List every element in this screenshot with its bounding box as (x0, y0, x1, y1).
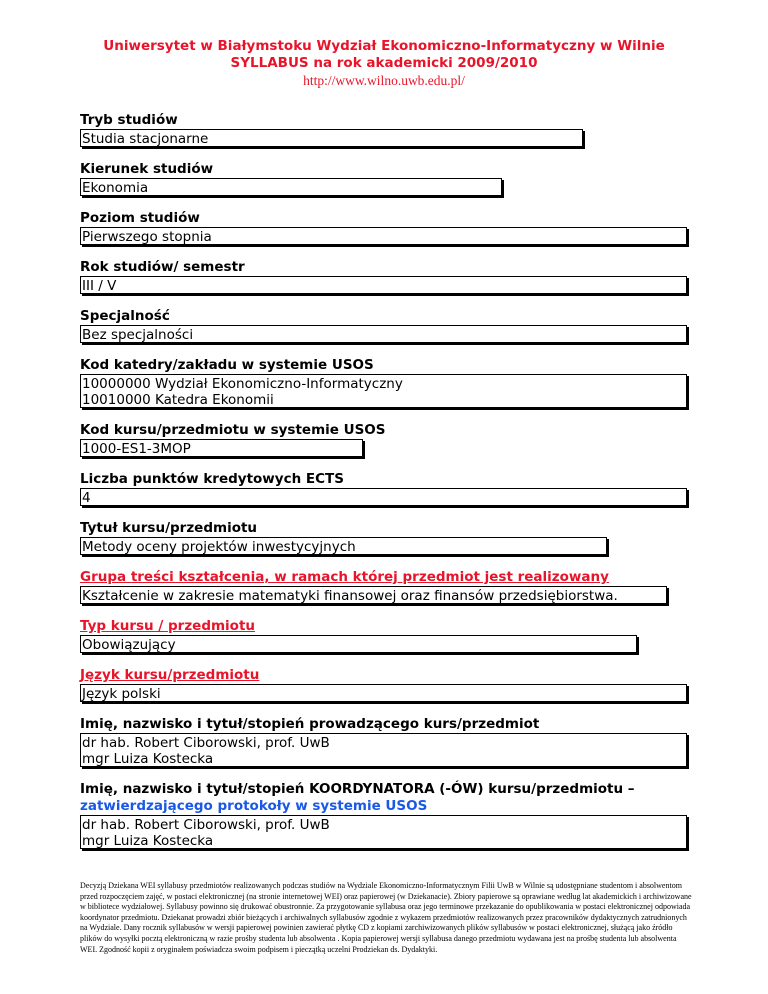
section-kod-kursu (80, 422, 700, 457)
field-value-box (80, 733, 687, 767)
syllabus-form (80, 112, 700, 863)
field-label: Tryb studiów (80, 112, 178, 128)
section-tytul (80, 520, 700, 555)
field-value-box (80, 684, 687, 702)
field-value-box (80, 276, 687, 294)
section-koordynator (80, 781, 700, 849)
field-value: Ekonomia (82, 180, 149, 196)
university-title: Uniwersytet w Białymstoku Wydział Ekonomiczno-Informatyczny w Wilnie (103, 38, 665, 54)
field-value-box (80, 374, 687, 408)
footnote: Decyzją Dziekana WEI syllabusy przedmiotów realizowanych podczas studiów na Wydziale Ekonomiczno-Informatycznym Filii UwB w Wilnie są udostępniane studentom i absolwentom przed rozpoczęciem zajęć, w postaci elektronicznej (na stronie internetowej WEI) oraz papierowej (w Dziekanacie). Zbiory papierowe są oprawiane według lat akademickich i archiwizowane w bibliotece wydziałowej. Syllabusy powinno się drukować obustronnie. Za przygotowanie syllabusa oraz jego terminowe przekazanie do opublikowania w postaci elektronicznej odpowiada koordynator przedmiotu. Dziekanat prowadzi zbiór bieżących i archiwalnych syllabusów zgodnie z wykazem przedmiotów realizowanych przez pracowników dydaktycznych zatrudnionych na Wydziale. Dany rocznik syllabusów w wersji papierowej powinien zawierać płytkę CD z kopiami zarchiwizowanych plików syllabusów w postaci elektronicznej, służącą jako źródło plików do wysyłki pocztą elektroniczną w razie prośby studenta lub absolwenta . Kopia papierowej wersji syllabusa danego przedmiotu wydawana jest na prośbę studenta lub absolwenta WEI. Zgodność kopii z oryginałem poświadcza swoim podpisem i pieczątką uczelni Prodziekan ds. Dydaktyki. (80, 881, 692, 954)
field-value: Obowiązujący (82, 637, 176, 653)
section-jezyk (80, 667, 700, 702)
field-value-box (80, 635, 637, 653)
section-specjalnosc (80, 308, 700, 343)
section-typ (80, 618, 700, 653)
field-value-line: 10010000 Katedra Ekonomii (82, 392, 274, 408)
field-value-box (80, 586, 667, 604)
section-grupa (80, 569, 700, 604)
field-value-line: mgr Luiza Kostecka (82, 751, 214, 767)
field-value-box (80, 439, 363, 457)
section-kod-katedry (80, 357, 700, 408)
field-label-main: Imię, nazwisko i tytuł/stopień KOORDYNATORA (-ÓW) kursu/przedmiotu – (80, 781, 635, 797)
document-header (0, 38, 768, 89)
section-rok (80, 259, 700, 294)
field-label: Tytuł kursu/przedmiotu (80, 520, 258, 536)
field-label: Rok studiów/ semestr (80, 259, 245, 275)
field-label: Język kursu/przedmiotu (80, 667, 260, 683)
field-value-box (80, 227, 687, 245)
field-value-box (80, 325, 687, 343)
faculty-url[interactable]: http://www.wilno.uwb.edu.pl/ (303, 73, 465, 88)
field-value: Bez specjalności (82, 327, 194, 343)
field-value: Metody oceny projektów inwestycyjnych (82, 539, 356, 555)
field-label: Grupa treści kształcenia, w ramach której przedmiot jest realizowany (80, 569, 609, 585)
field-label: Specjalność (80, 308, 170, 324)
field-label: Poziom studiów (80, 210, 200, 226)
field-label (80, 781, 700, 815)
section-poziom (80, 210, 700, 245)
field-value-box (80, 815, 687, 849)
section-kierunek (80, 161, 700, 196)
syllabus-year-title: SYLLABUS na rok akademicki 2009/2010 (230, 55, 538, 71)
field-value-box (80, 488, 687, 506)
field-value-box (80, 129, 583, 147)
field-value: 1000-ES1-3MOP (82, 441, 191, 457)
field-label: Kierunek studiów (80, 161, 214, 177)
section-ects (80, 471, 700, 506)
field-value-box (80, 537, 607, 555)
field-value: 4 (82, 490, 91, 506)
field-value-box (80, 178, 502, 196)
field-label: Liczba punktów kredytowych ECTS (80, 471, 344, 487)
field-label: Kod katedry/zakładu w systemie USOS (80, 357, 374, 373)
field-value: Pierwszego stopnia (82, 229, 212, 245)
field-label: Kod kursu/przedmiotu w systemie USOS (80, 422, 386, 438)
field-value-line: mgr Luiza Kostecka (82, 833, 214, 849)
section-prowadzacy (80, 716, 700, 767)
field-value: Studia stacjonarne (82, 131, 209, 147)
section-tryb (80, 112, 700, 147)
field-label: Typ kursu / przedmiotu (80, 618, 256, 634)
field-value-line: 10000000 Wydział Ekonomiczno-Informatyczny (82, 376, 403, 392)
field-value-line: dr hab. Robert Ciborowski, prof. UwB (82, 735, 330, 751)
field-value: Kształcenie w zakresie matematyki finansowej oraz finansów przedsiębiorstwa. (82, 588, 618, 604)
field-value: III / V (82, 278, 117, 294)
field-label-usos-note: zatwierdzającego protokoły w systemie USOS (80, 798, 428, 814)
field-value-line: dr hab. Robert Ciborowski, prof. UwB (82, 817, 330, 833)
field-value: Język polski (82, 686, 161, 702)
field-label: Imię, nazwisko i tytuł/stopień prowadzącego kurs/przedmiot (80, 716, 540, 732)
